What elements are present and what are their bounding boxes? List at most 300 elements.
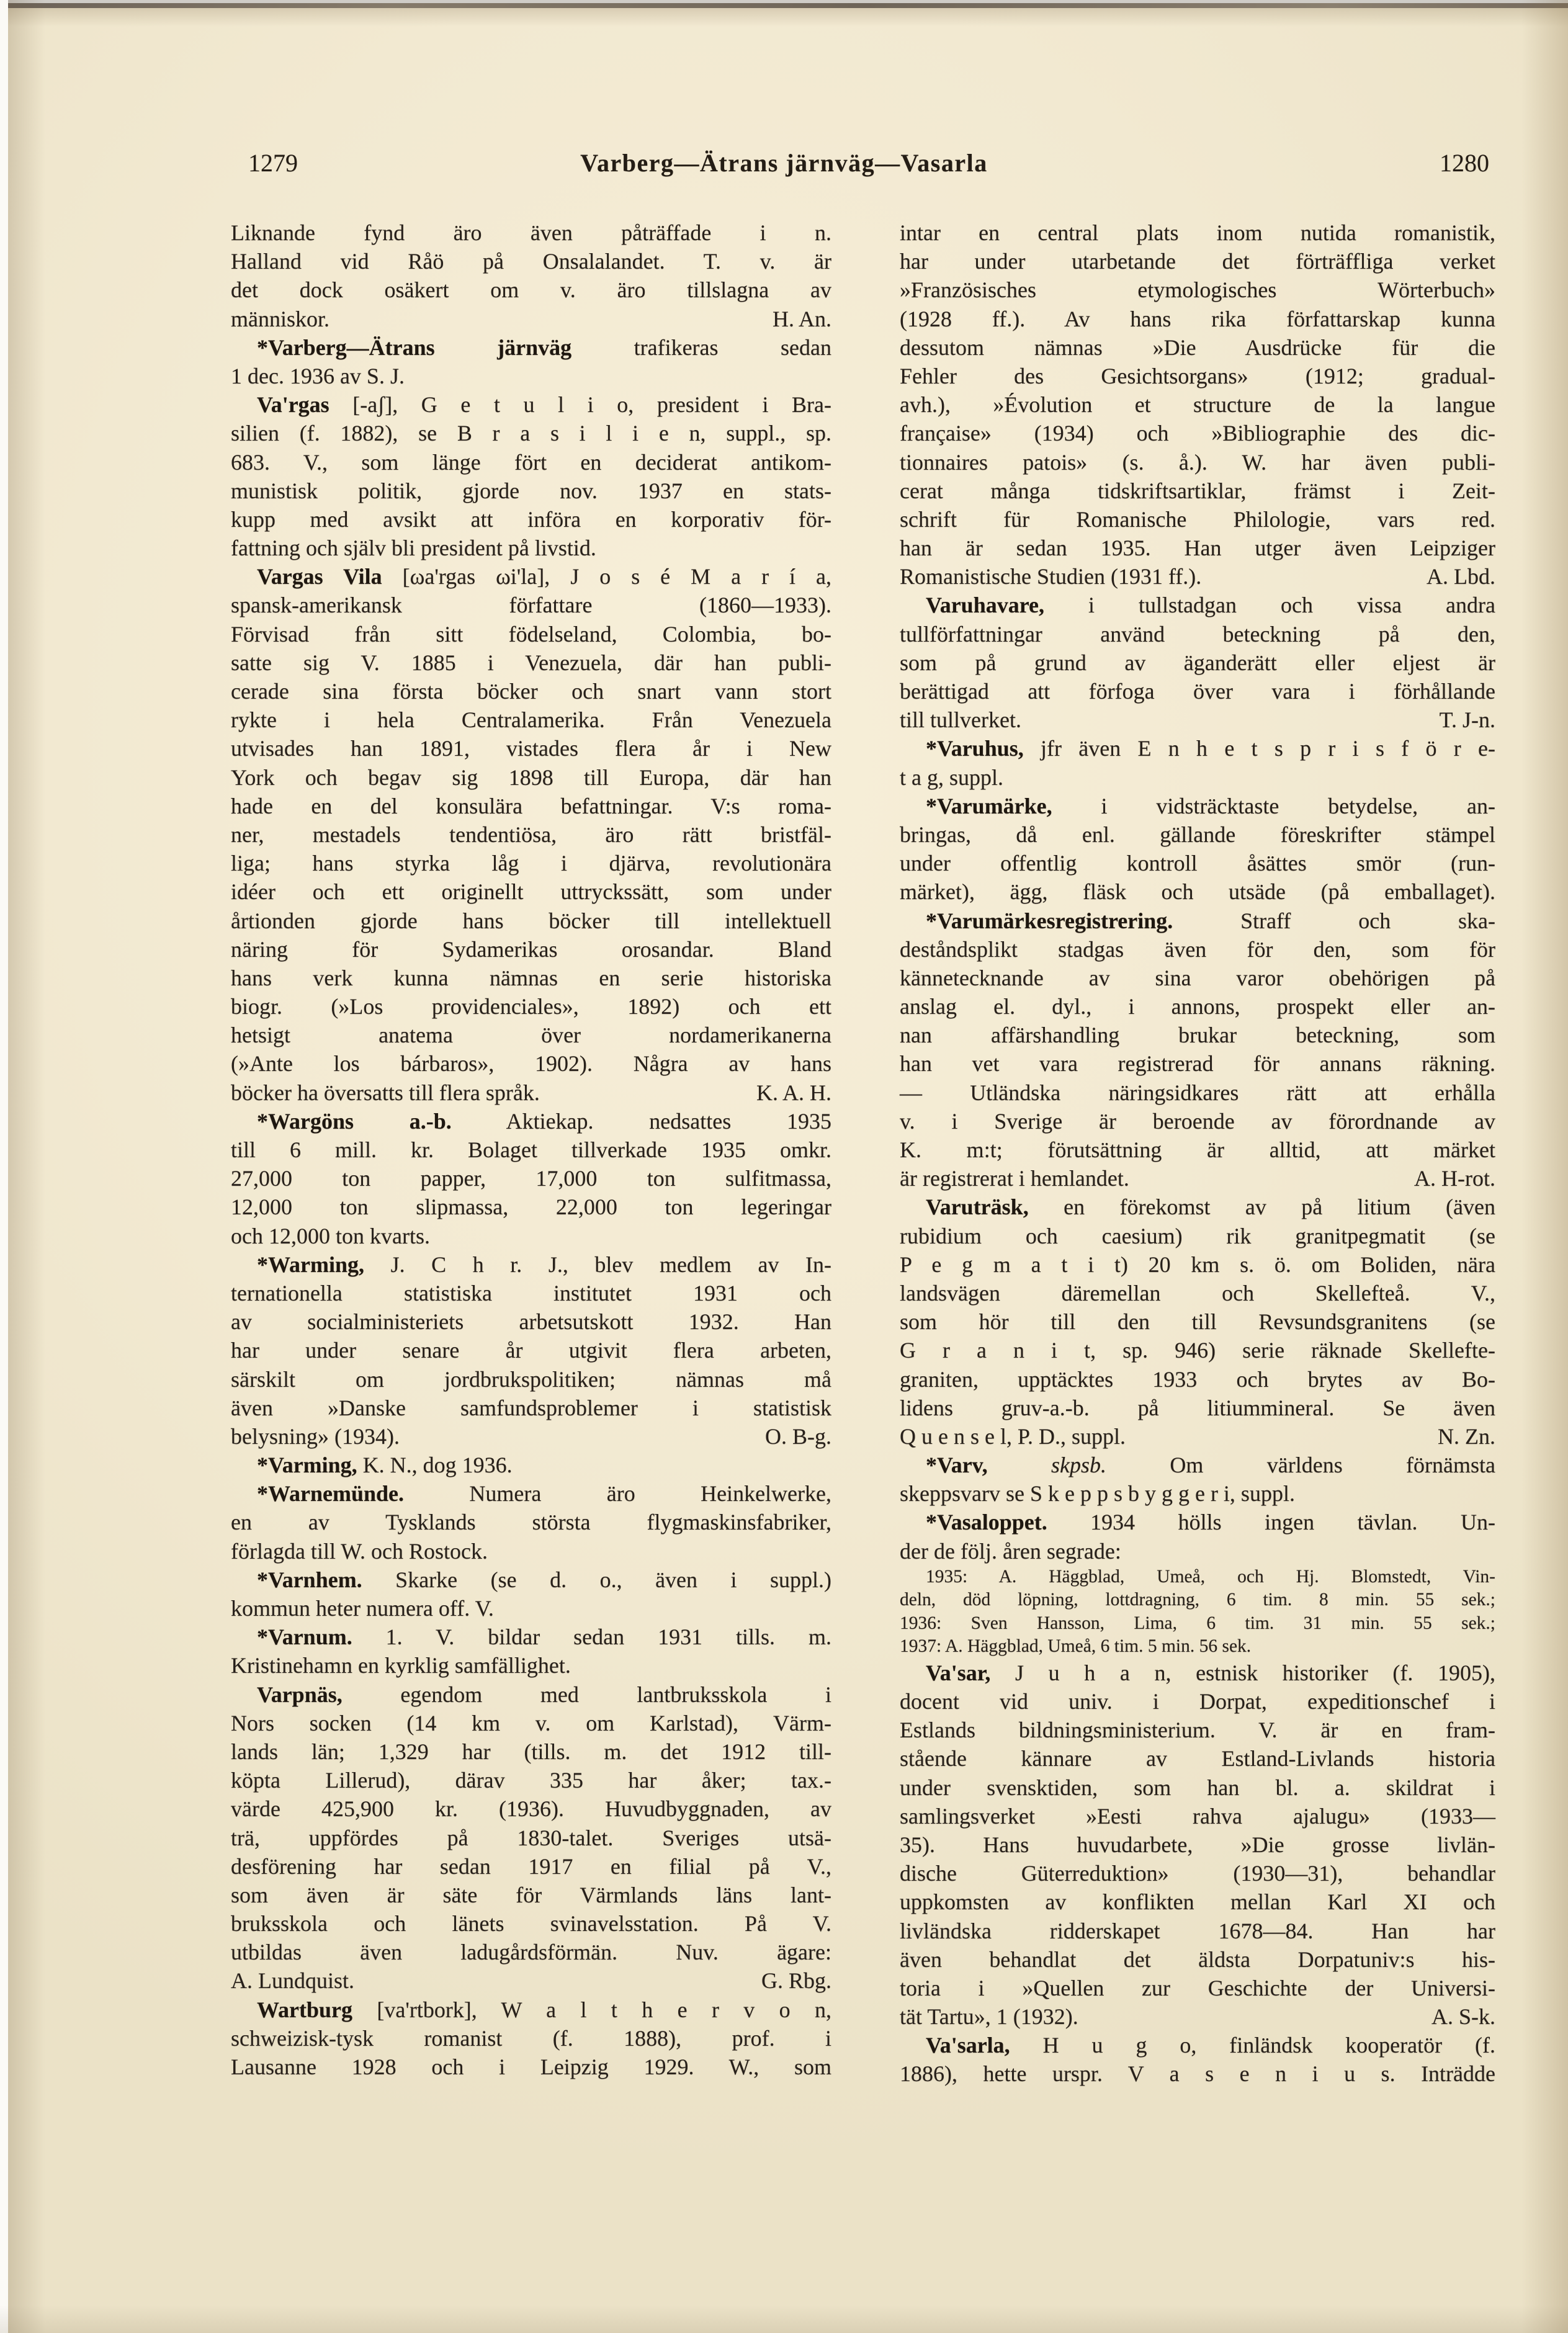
text-line <box>900 1307 1495 1336</box>
text-run: till 6 mill. kr. Bolaget tillverkade 1935 omkr. <box>231 1137 831 1162</box>
text-run: förlagda till W. och Rostock. <box>231 1538 488 1564</box>
text-run: K. N., dog 1936. <box>357 1453 513 1478</box>
text-run: stående kännare av Estland-Livlands historia <box>900 1746 1495 1771</box>
text-line <box>231 1021 831 1049</box>
text-run: spansk-amerikansk författare (1860—1933). <box>231 593 831 618</box>
text-line-content <box>231 1537 488 1565</box>
entry-headword: *Varumärke, <box>926 793 1052 818</box>
text-run: rubidium och caesium) rik granitpegmatit (se <box>900 1223 1495 1248</box>
text-run: har under senare år utgivit flera arbeten, <box>231 1338 831 1363</box>
text-line-content <box>231 1078 540 1107</box>
text-run: bruksskola och länets svinavelsstation. På V. <box>231 1911 831 1937</box>
text-run: det dock osäkert om v. äro tillslagna av <box>231 277 831 303</box>
entry-headword: Va'sar, <box>926 1660 991 1685</box>
author-signature: K. A. H. <box>756 1080 831 1105</box>
text-line <box>231 1737 831 1766</box>
text-line <box>900 1135 1495 1164</box>
text-line <box>900 477 1495 505</box>
text-run: Förvisad från sitt födelseland, Colombia, bo- <box>231 621 831 647</box>
text-run: 1935: A. Häggblad, Umeå, och Hj. Blomstedt, Vin- <box>926 1566 1495 1587</box>
text-run: under svensktiden, som han bl. a. skildrat i <box>900 1775 1495 1800</box>
text-line-content <box>900 763 1003 792</box>
text-line <box>900 534 1495 562</box>
text-line <box>900 1773 1495 1802</box>
text-line <box>231 1594 831 1623</box>
text-run: silien (f. 1882), se B r a s i l i e n, suppl., sp. <box>231 421 831 446</box>
text-line <box>900 1336 1495 1364</box>
text-line-content <box>231 1651 571 1680</box>
entry-headword: *Varv, <box>926 1453 988 1478</box>
text-run: desförening har sedan 1917 en filial på V., <box>231 1853 831 1879</box>
text-run: [va'rtbork], W a l t h e r v o n, <box>352 1997 831 2022</box>
text-run: tät Tartu», 1 (1932). <box>900 2004 1078 2030</box>
text-line <box>231 333 831 362</box>
entry-paragraph <box>900 734 1495 791</box>
text-run: toria i »Quellen zur Geschichte der Universi- <box>900 1975 1495 2000</box>
text-run: J. C h r. J., blev medlem av In- <box>364 1252 831 1277</box>
text-run: [-aʃ], G e t u l i o, president i Bra- <box>329 392 831 418</box>
text-run: som på grund av äganderätt eller eljest är <box>900 650 1495 675</box>
text-line <box>900 419 1495 447</box>
text-line <box>900 362 1495 390</box>
text-line <box>900 1974 1495 2002</box>
text-line <box>231 1479 831 1508</box>
entry-paragraph <box>231 390 831 562</box>
text-run: Liknande fynd äro även påträffade i n. <box>231 220 831 245</box>
text-run: en av Tysklands största flygmaskinsfabriker, <box>231 1510 831 1535</box>
text-line <box>231 677 831 705</box>
entry-headword: *Vasaloppet. <box>926 1510 1047 1535</box>
text-line <box>231 620 831 648</box>
text-line <box>231 1824 831 1852</box>
author-signature: H. An. <box>772 306 831 331</box>
text-run: der de följ. åren segrade: <box>900 1538 1121 1564</box>
text-line <box>900 1422 1495 1451</box>
entry-headword: *Varuhus, <box>926 736 1024 761</box>
text-line <box>231 1565 831 1594</box>
text-line <box>231 1135 831 1164</box>
text-run: dessutom nämnas »Die Ausdrücke für die <box>900 334 1495 360</box>
continuation-paragraph <box>900 218 1495 591</box>
text-run: särskilt om jordbrukspolitiken; nämnas må <box>231 1366 831 1392</box>
text-line <box>231 1078 831 1107</box>
text-line <box>231 1451 831 1479</box>
text-line <box>231 1651 831 1680</box>
text-run: 1. V. bildar sedan 1931 tills. m. <box>352 1624 831 1650</box>
text-run: J u h a n, estnisk historiker (f. 1905), <box>990 1660 1495 1685</box>
text-line <box>231 505 831 534</box>
text-line <box>231 2024 831 2053</box>
text-run: han vet vara registrerad för annans räkning. <box>900 1051 1495 1077</box>
text-line <box>900 2031 1495 2059</box>
text-run: docent vid univ. i Dorpat, expeditionschef i <box>900 1689 1495 1714</box>
text-run: hade en del konsulära befattningar. V:s roma- <box>231 793 831 818</box>
author-signature: O. B-g. <box>765 1423 831 1449</box>
text-line <box>231 1365 831 1394</box>
entry-headword: Va'sarla, <box>926 2033 1010 2058</box>
text-line <box>231 1794 831 1823</box>
page-header <box>0 148 1568 179</box>
text-run: 27,000 ton papper, 17,000 ton sulfitmassa, <box>231 1166 831 1191</box>
text-run: belysning» (1934). <box>231 1423 400 1449</box>
text-run: tullförfattningar använd beteckning på den, <box>900 621 1495 647</box>
text-line <box>900 2059 1495 2088</box>
text-run: Straff och ska- <box>1173 908 1495 933</box>
text-line <box>231 820 831 849</box>
scan-edge-top-dark <box>0 3 1568 8</box>
text-run: idéer och ett originellt uttryckssätt, som under <box>231 879 831 905</box>
text-run: har under utarbetande det förträffliga verket <box>900 249 1495 274</box>
entry-paragraph <box>231 1451 831 1479</box>
text-line <box>231 1766 831 1794</box>
text-run: A. Lundquist. <box>231 1968 355 1994</box>
entry-headword: *Varming, <box>257 1453 357 1478</box>
text-run: bringas, då enl. gällande föreskrifter stämpel <box>900 822 1495 847</box>
entry-headword: Wartburg <box>257 1997 353 2022</box>
text-run: även »Danske samfundsproblemer i statistisk <box>231 1395 831 1420</box>
scan-edge-right-shade <box>1521 0 1568 2333</box>
text-line-content <box>900 705 1021 734</box>
text-line <box>900 1588 1495 1612</box>
text-line <box>900 1917 1495 1945</box>
text-run: Halland vid Råö på Onsalalandet. T. v. är <box>231 249 831 274</box>
text-run: 1937: A. Häggblad, Umeå, 6 tim. 5 min. 56 sek. <box>900 1636 1252 1657</box>
text-run: uppkomsten av konflikten mellan Karl XI och <box>900 1889 1495 1915</box>
text-run: 683. V., som länge fört en deciderat antikom- <box>231 449 831 475</box>
text-line <box>900 591 1495 619</box>
text-line <box>231 1049 831 1078</box>
text-run: Lausanne 1928 och i Leipzig 1929. W., som <box>231 2054 831 2079</box>
text-run: hetsigt anatema över nordamerikanerna <box>231 1023 831 1048</box>
text-run: kupp med avsikt att införa en korporativ för- <box>231 506 831 532</box>
text-line <box>900 992 1495 1021</box>
left-column <box>231 218 831 2081</box>
text-line <box>900 648 1495 677</box>
text-line <box>231 907 831 935</box>
text-run: människor. <box>231 306 329 331</box>
text-run: intar en central plats inom nutida romanistik, <box>900 220 1495 245</box>
text-line <box>231 763 831 792</box>
text-run: kommun heter numera off. V. <box>231 1596 494 1621</box>
author-signature: T. J-n. <box>1439 707 1495 733</box>
text-run: utvisades han 1891, vistades flera år i New <box>231 736 831 761</box>
text-run: (1928 ff.). Av hans rika författarskap kunna <box>900 306 1495 331</box>
text-run: graniten, upptäcktes 1933 och brytes av Bo- <box>900 1366 1495 1392</box>
text-line <box>231 935 831 964</box>
entry-paragraph <box>900 1451 1495 1508</box>
entry-paragraph <box>231 333 831 390</box>
text-line <box>900 1537 1495 1565</box>
text-line <box>231 1852 831 1881</box>
text-run: köpta Lillerud), därav 335 har åker; tax.- <box>231 1768 831 1793</box>
text-line-content <box>231 362 405 390</box>
entry-paragraph <box>900 591 1495 734</box>
entry-paragraph <box>231 562 831 1107</box>
text-run: anslag el. dyl., i annons, prospekt eller an- <box>900 994 1495 1019</box>
text-line <box>231 1623 831 1651</box>
text-line <box>231 562 831 591</box>
text-line <box>231 247 831 275</box>
scan-edge-bottom-shade <box>0 2305 1568 2333</box>
text-line <box>900 1078 1495 1107</box>
text-line <box>900 1479 1495 1508</box>
entry-headword: Varuhavare, <box>926 593 1045 618</box>
text-line <box>900 1164 1495 1193</box>
text-line-content <box>257 1451 513 1479</box>
text-run: årtionden gjorde hans böcker till intellektuell <box>231 908 831 933</box>
text-run: satte sig V. 1885 i Venezuela, där han publi- <box>231 650 831 675</box>
text-line <box>900 964 1495 992</box>
text-run: 1886), hette urspr. V a s e n i u s. Inträdde <box>900 2061 1495 2087</box>
text-line <box>900 1508 1495 1536</box>
entry-abbreviation: skpsb. <box>987 1453 1107 1478</box>
text-line <box>900 1193 1495 1221</box>
entry-paragraph <box>231 1995 831 2082</box>
text-run: även behandlat det äldsta Dorpatuniv:s his- <box>900 1946 1495 1972</box>
text-run: v. i Sverige är beroende av förordnande av <box>900 1108 1495 1134</box>
entry-headword: *Varnum. <box>257 1624 352 1650</box>
text-run: egendom med lantbruksskola i <box>342 1681 831 1707</box>
text-line-content <box>900 1635 1251 1659</box>
page-number-left: 1279 <box>248 149 298 177</box>
text-line <box>231 877 831 906</box>
text-run: Aktiekap. nedsattes 1935 <box>451 1108 831 1134</box>
text-line <box>900 275 1495 304</box>
text-run: H u g o, finländsk kooperatör (f. <box>1010 2033 1495 2058</box>
entry-headword: *Varumärkesregistrering. <box>926 908 1173 933</box>
text-line <box>900 820 1495 849</box>
text-run: Skarke (se d. o., även i suppl.) <box>362 1567 831 1592</box>
entry-headword: Vargas Vila <box>257 564 382 589</box>
text-line-content <box>900 1422 1126 1451</box>
text-line <box>231 1508 831 1536</box>
text-run: dische Güterreduktion» (1930—31), behandlar <box>900 1861 1495 1886</box>
right-column <box>900 218 1495 2089</box>
text-line <box>231 734 831 763</box>
text-run: böcker ha översatts till flera språk. <box>231 1080 540 1105</box>
text-run: Romanistische Studien (1931 ff.). <box>900 564 1202 589</box>
text-line <box>900 218 1495 247</box>
author-signature: A. S-k. <box>1431 2004 1495 2030</box>
continuation-paragraph <box>231 218 831 333</box>
author-signature: A. H-rot. <box>1414 1166 1495 1191</box>
text-run: K. m:t; förutsättning är alltid, att märket <box>900 1137 1495 1162</box>
text-run: ner, mestadels tendentiösa, äro rätt bristfäl- <box>231 822 831 847</box>
text-line <box>900 1394 1495 1422</box>
text-run: »Französisches etymologisches Wörterbuch» <box>900 277 1495 303</box>
text-run: utbildas även ladugårdsförmän. Nuv. ägare: <box>231 1940 831 1965</box>
text-line-content <box>231 1966 354 1995</box>
text-run: berättigad att förfoga över vara i förhållande <box>900 679 1495 704</box>
entry-paragraph <box>900 792 1495 907</box>
text-run: munistisk politik, gjorde nov. 1937 en stats- <box>231 478 831 503</box>
text-run: deln, död löpning, lottdragning, 6 tim. 8 min. 55 sek.; <box>900 1590 1495 1610</box>
text-run: liga; hans styrka låg i djärva, revolutionära <box>231 851 831 876</box>
scan-edge-top-fade <box>0 8 1568 27</box>
text-line <box>900 877 1495 906</box>
entry-paragraph <box>900 1193 1495 1451</box>
text-run: hans verk kunna nämnas en serie historiska <box>231 965 831 990</box>
text-run: 1936: Sven Hansson, Lima, 6 tim. 31 min. 55 sek.; <box>900 1613 1495 1633</box>
text-line <box>900 1612 1495 1636</box>
text-line <box>231 964 831 992</box>
fine-print-paragraph <box>900 1565 1495 1659</box>
text-run: trä, uppfördes på 1830-talet. Sveriges utsä- <box>231 1825 831 1850</box>
text-run: Q u e n s e l, P. D., suppl. <box>900 1423 1126 1449</box>
text-line <box>231 477 831 505</box>
text-run: avh.), »Évolution et structure de la langue <box>900 392 1495 418</box>
entry-paragraph <box>231 1623 831 1680</box>
scan-edge-left-shadow <box>8 0 45 2333</box>
text-run: värde 425,900 kr. (1936). Huvudbyggnaden, av <box>231 1796 831 1822</box>
text-run: nan affärshandling brukar beteckning, som <box>900 1023 1495 1048</box>
entry-paragraph <box>231 1565 831 1623</box>
text-line-content <box>231 305 329 333</box>
text-run: till tullverket. <box>900 707 1021 733</box>
text-line <box>231 1680 831 1709</box>
text-line <box>900 1222 1495 1250</box>
text-line <box>900 1716 1495 1744</box>
text-line <box>231 591 831 619</box>
text-run: livländska ridderskapet 1678—84. Han har <box>900 1918 1495 1943</box>
running-title: Varberg—Ätrans järnväg—Vasarla <box>580 149 988 177</box>
entry-headword: *Warming, <box>257 1252 365 1277</box>
text-run: G r a n i t, sp. 946) serie räknade Skellefte- <box>900 1338 1495 1363</box>
text-line <box>231 1307 831 1336</box>
text-run: samlingsverket »Eesti rahva ajalugu» (1933— <box>900 1803 1495 1829</box>
text-line-content <box>231 1422 400 1451</box>
text-line <box>231 849 831 877</box>
text-line <box>231 992 831 1021</box>
text-run: Kristinehamn en kyrklig samfällighet. <box>231 1653 571 1678</box>
entry-paragraph <box>231 1107 831 1250</box>
text-run: [ωa'rgas ωi'la], J o s é M a r í a, <box>382 564 831 589</box>
text-line <box>231 419 831 447</box>
text-line <box>900 849 1495 877</box>
text-run: cerade sina första böcker och snart vann stort <box>231 679 831 704</box>
entry-headword: Va'rgas <box>257 392 329 418</box>
text-run: under offentlig kontroll åsättes smör (run- <box>900 851 1495 876</box>
text-line <box>900 1945 1495 1974</box>
entry-headword: Varuträsk, <box>926 1194 1029 1220</box>
text-line <box>900 1635 1495 1659</box>
text-line <box>900 705 1495 734</box>
text-line <box>231 534 831 562</box>
text-line <box>900 1279 1495 1307</box>
author-signature: N. Zn. <box>1438 1423 1495 1449</box>
text-run: 12,000 ton slipmassa, 22,000 ton legeringar <box>231 1194 831 1220</box>
text-line <box>231 1422 831 1451</box>
text-line <box>900 390 1495 419</box>
text-line <box>231 1537 831 1565</box>
text-line <box>231 1107 831 1135</box>
page-number-right: 1280 <box>1440 149 1489 177</box>
text-run: han är sedan 1935. Han utger även Leipziger <box>900 535 1495 561</box>
text-line <box>900 1802 1495 1830</box>
text-line <box>231 1938 831 1966</box>
text-line <box>900 907 1495 935</box>
text-run: deståndsplikt stadgas även för den, som för <box>900 936 1495 962</box>
text-run: 35). Hans huvudarbete, »Die grosse livlän- <box>900 1832 1495 1857</box>
text-run: Nors socken (14 km v. om Karlstad), Värm- <box>231 1710 831 1735</box>
text-line-content <box>900 1479 1295 1508</box>
text-line <box>900 505 1495 534</box>
text-run: näring för Sydamerikas orosandar. Bland <box>231 936 831 962</box>
entry-paragraph <box>900 907 1495 1193</box>
text-line <box>231 1909 831 1938</box>
text-line <box>900 2002 1495 2031</box>
text-line <box>900 1830 1495 1859</box>
entry-headword: *Wargöns a.-b. <box>257 1108 452 1134</box>
author-signature: A. Lbd. <box>1427 564 1495 589</box>
entry-paragraph <box>231 1250 831 1451</box>
text-line-content <box>231 1222 430 1250</box>
text-run: jfr även E n h e t s p r i s f ö r e- <box>1023 736 1495 761</box>
text-run: i vidsträcktaste betydelse, an- <box>1052 793 1495 818</box>
text-line <box>900 305 1495 333</box>
text-line <box>900 1887 1495 1916</box>
entry-headword: *Varnhem. <box>257 1567 362 1592</box>
text-run: biogr. (»Los providenciales», 1892) och ett <box>231 994 831 1019</box>
text-run: Fehler des Gesichtsorgans» (1912; gradual- <box>900 363 1495 388</box>
text-line <box>231 792 831 820</box>
text-line <box>900 677 1495 705</box>
text-line <box>231 1966 831 1995</box>
entry-paragraph <box>231 1479 831 1565</box>
text-line <box>900 734 1495 763</box>
text-line <box>900 247 1495 275</box>
entry-paragraph <box>900 1659 1495 2031</box>
text-line <box>231 1279 831 1307</box>
text-run: française» (1934) och »Bibliographie des dic- <box>900 421 1495 446</box>
text-line <box>900 1049 1495 1078</box>
text-line <box>900 792 1495 820</box>
text-run: — Utländska näringsidkares rätt att erhålla <box>900 1080 1495 1105</box>
text-line <box>231 1164 831 1193</box>
text-line <box>900 1250 1495 1279</box>
text-run: trafikeras sedan <box>571 334 831 360</box>
text-line-content <box>231 534 596 562</box>
text-line-content <box>900 1537 1121 1565</box>
text-run: som även är säte för Värmlands läns lant- <box>231 1882 831 1907</box>
text-run: 1 dec. 1936 av S. J. <box>231 363 405 388</box>
text-run: landsvägen däremellan och Skellefteå. V., <box>900 1280 1495 1305</box>
text-line <box>900 763 1495 792</box>
text-run: märket), ägg, fläsk och utsäde (på emballaget). <box>900 879 1495 905</box>
text-line <box>900 333 1495 362</box>
entry-paragraph <box>900 1508 1495 1565</box>
text-run: tionnaires patois» (s. å.). W. har även publi- <box>900 449 1495 475</box>
text-line <box>231 1222 831 1250</box>
text-line <box>900 1744 1495 1773</box>
text-run: Numera äro Heinkelwerke, <box>404 1481 831 1507</box>
text-run: schweizisk-tysk romanist (f. 1888), prof. i <box>231 2025 831 2051</box>
author-signature: G. Rbg. <box>761 1968 831 1994</box>
text-run: och 12,000 ton kvarts. <box>231 1223 430 1248</box>
text-line <box>231 1336 831 1364</box>
text-run: fattning och själv bli president på livstid. <box>231 535 596 561</box>
text-run: schrift für Romanische Philologie, vars red. <box>900 506 1495 532</box>
text-run: en förekomst av på litium (även <box>1028 1194 1495 1220</box>
text-run: som hör till den till Revsundsgranitens (se <box>900 1309 1495 1335</box>
text-line <box>900 1565 1495 1589</box>
entry-paragraph <box>900 2031 1495 2088</box>
text-line <box>231 390 831 419</box>
text-line <box>231 1193 831 1221</box>
text-run: 1934 hölls ingen tävlan. Un- <box>1047 1510 1495 1535</box>
text-line <box>231 705 831 734</box>
text-line <box>231 448 831 477</box>
